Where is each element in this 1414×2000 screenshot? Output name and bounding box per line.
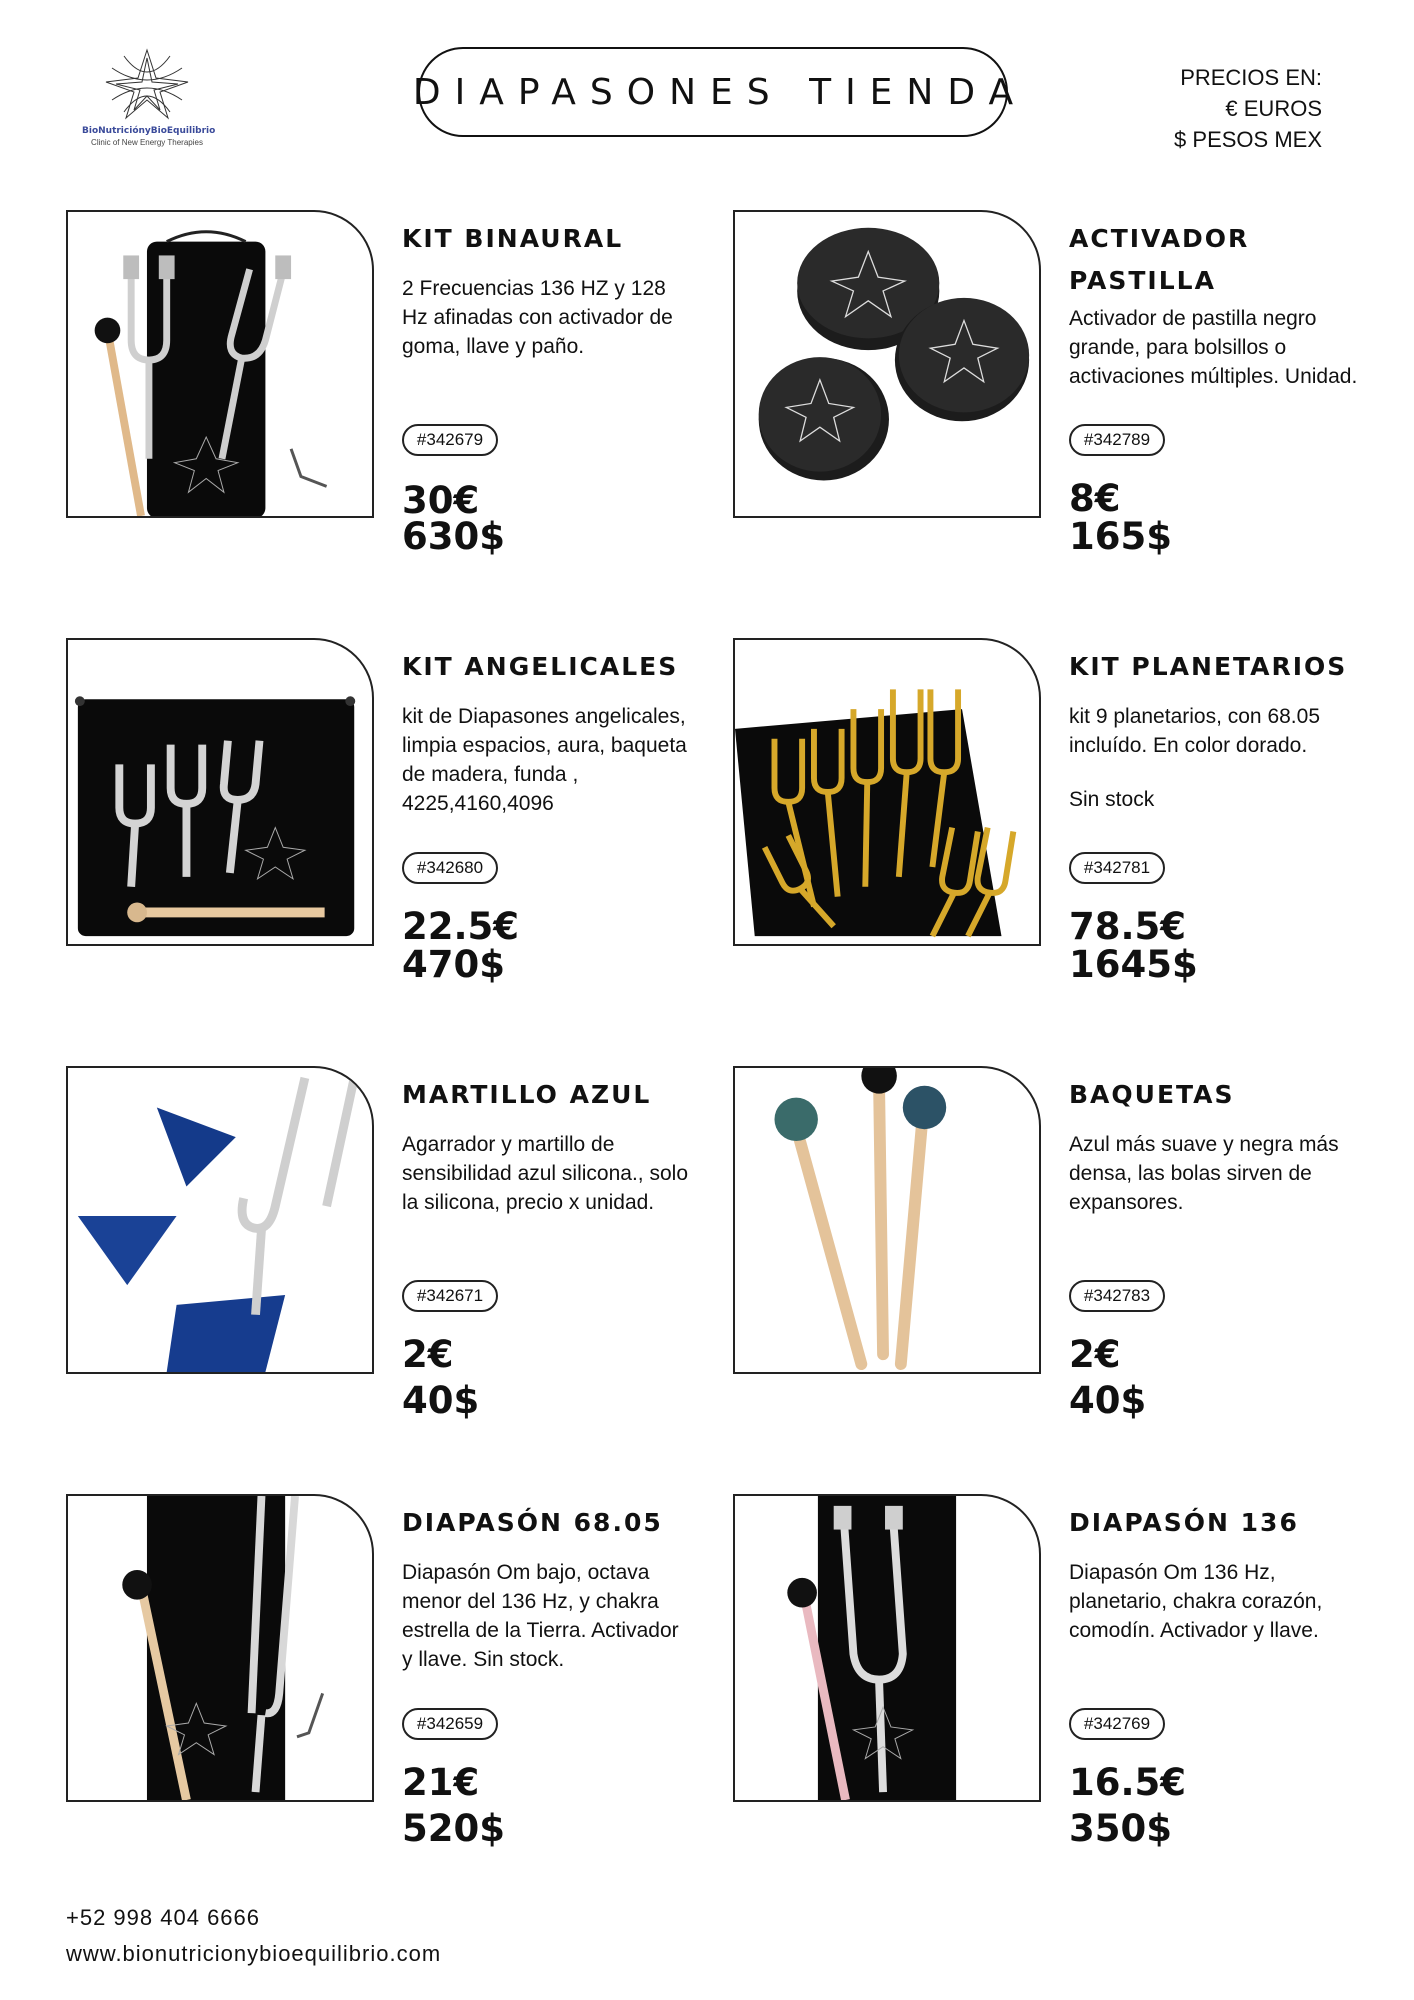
product-photo[interactable]	[733, 638, 1041, 946]
price-mxn: 350$	[1069, 1807, 1172, 1850]
brand-name: BioNutriciónyBioEquilibrio	[82, 126, 216, 136]
product-name: BAQUETAS	[1069, 1080, 1235, 1109]
price-eur: 21€	[402, 1761, 480, 1804]
activator-pucks-image	[735, 212, 1039, 516]
price-mxn: 165$	[1069, 515, 1172, 558]
product-photo[interactable]	[66, 210, 374, 518]
product-name: KIT ANGELICALES	[402, 652, 679, 681]
product-photo[interactable]	[66, 1494, 374, 1802]
product-card-baquetas[interactable]	[733, 1066, 1353, 1422]
product-card-martillo-azul[interactable]	[66, 1066, 688, 1422]
price-mxn: 470$	[402, 943, 505, 986]
currency-line: € EUROS	[1225, 96, 1322, 121]
product-info	[402, 1074, 692, 1217]
star-logo-icon	[104, 48, 190, 120]
phone-number[interactable]: +52 998 404 6666	[66, 1905, 261, 1930]
product-info	[1069, 646, 1359, 814]
product-info	[402, 646, 692, 818]
product-stock-note: Sin stock	[1069, 788, 1155, 811]
currency-note	[1174, 62, 1322, 155]
tuning-fork-136-image	[735, 1496, 1039, 1800]
product-description: Agarrador y martillo de sensibilidad azul silicona., solo la silicona, precio x unidad.	[402, 1133, 688, 1214]
product-card-kit-planetarios[interactable]	[733, 638, 1353, 986]
product-info	[402, 218, 692, 361]
brand-tagline: Clinic of New Energy Therapies	[91, 138, 203, 147]
product-sku: #342789	[1069, 424, 1165, 456]
brand-logo	[82, 48, 216, 168]
angelic-forks-image	[68, 640, 372, 944]
price-eur: 78.5€	[1069, 905, 1187, 948]
product-photo[interactable]	[66, 1066, 374, 1374]
product-sku: #342671	[402, 1280, 498, 1312]
product-card-diapason-6805[interactable]	[66, 1494, 686, 1850]
price-eur: 30€	[402, 479, 480, 522]
product-info	[1069, 1502, 1359, 1645]
price-mxn: 40$	[1069, 1379, 1147, 1422]
product-card-kit-binaural[interactable]	[66, 210, 686, 558]
tuning-fork-kit-image	[68, 212, 372, 516]
product-description: Activador de pastilla negro grande, para bolsillos o activaciones múltiples. Unidad.	[1069, 307, 1358, 388]
product-info	[1069, 218, 1359, 391]
product-photo[interactable]	[733, 1066, 1041, 1374]
price-eur: 16.5€	[1069, 1761, 1187, 1804]
website-link[interactable]: www.bionutricionybioequilibrio.com	[66, 1941, 442, 1966]
price-mxn: 40$	[402, 1379, 480, 1422]
product-photo[interactable]	[733, 210, 1041, 518]
currency-line: $ PESOS MEX	[1174, 127, 1322, 152]
product-sku: #342783	[1069, 1280, 1165, 1312]
product-info	[1069, 1074, 1359, 1217]
product-name: ACTIVADOR PASTILLA	[1069, 224, 1250, 295]
price-mxn: 520$	[402, 1807, 505, 1850]
price-eur: 2€	[402, 1333, 454, 1376]
product-sku: #342659	[402, 1708, 498, 1740]
currency-line: PRECIOS EN:	[1180, 65, 1322, 90]
page-title-pill	[412, 47, 1028, 137]
blue-hammer-image	[68, 1068, 372, 1372]
product-description: 2 Frecuencias 136 HZ y 128 Hz afinadas con activador de goma, llave y paño.	[402, 277, 673, 358]
product-name: KIT PLANETARIOS	[1069, 652, 1348, 681]
product-name: KIT BINAURAL	[402, 224, 624, 253]
product-card-activador-pastilla[interactable]	[733, 210, 1358, 558]
product-description: Diapasón Om 136 Hz, planetario, chakra corazón, comodín. Activador y llave.	[1069, 1561, 1323, 1642]
price-eur: 8€	[1069, 477, 1121, 520]
product-description: Azul más suave y negra más densa, las bolas sirven de expansores.	[1069, 1133, 1339, 1214]
price-mxn: 630$	[402, 515, 505, 558]
product-description: kit de Diapasones angelicales, limpia espacios, aura, baqueta de madera, funda , 4225,4160,4096	[402, 705, 687, 815]
planetary-forks-image	[735, 640, 1039, 944]
product-photo[interactable]	[66, 638, 374, 946]
product-card-diapason-136[interactable]	[733, 1494, 1353, 1850]
price-eur: 2€	[1069, 1333, 1121, 1376]
product-sku: #342781	[1069, 852, 1165, 884]
product-description: Diapasón Om bajo, octava menor del 136 Hz, y chakra estrella de la Tierra. Activador y llave. Sin stock.	[402, 1561, 679, 1671]
footer-contact	[66, 1900, 441, 1972]
product-info	[402, 1502, 692, 1674]
price-mxn: 1645$	[1069, 943, 1198, 986]
mallets-image	[735, 1068, 1039, 1372]
product-sku: #342769	[1069, 1708, 1165, 1740]
product-sku: #342680	[402, 852, 498, 884]
tuning-fork-6805-image	[68, 1496, 372, 1800]
product-description: kit 9 planetarios, con 68.05 incluído. En color dorado.	[1069, 705, 1320, 757]
product-name: DIAPASÓN 68.05	[402, 1508, 663, 1537]
price-eur: 22.5€	[402, 905, 520, 948]
product-name: DIAPASÓN 136	[1069, 1508, 1299, 1537]
product-photo[interactable]	[733, 1494, 1041, 1802]
page-title: DIAPASONES TIENDA	[412, 71, 1028, 113]
product-card-kit-angelicales[interactable]	[66, 638, 687, 986]
product-name: MARTILLO AZUL	[402, 1080, 652, 1109]
product-sku: #342679	[402, 424, 498, 456]
